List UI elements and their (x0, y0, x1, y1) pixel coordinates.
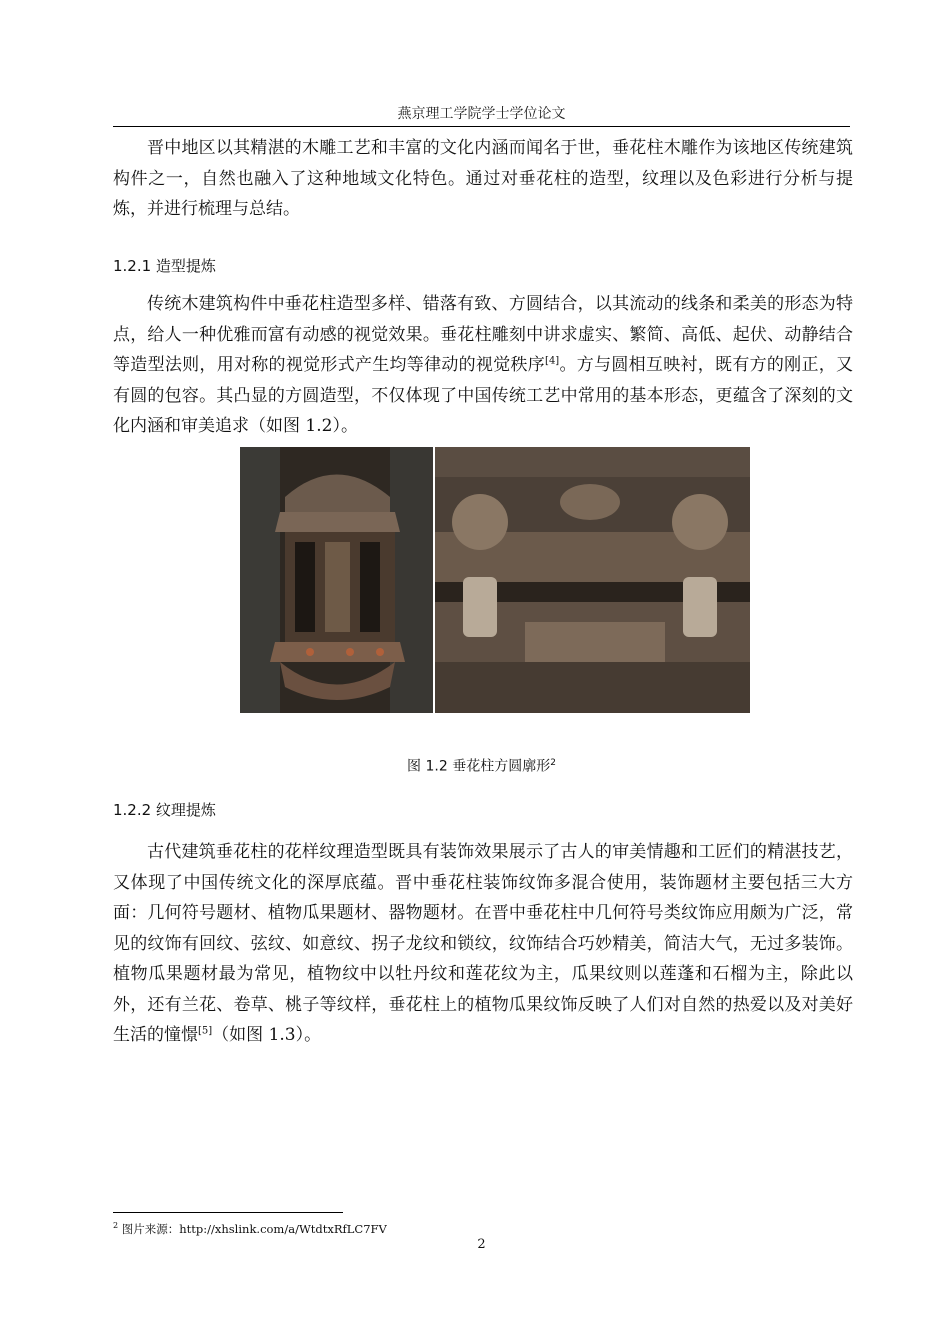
section-heading-texture: 1.2.2 纹理提炼 (113, 801, 216, 819)
footnote (113, 1218, 387, 1237)
footnote-mark: 2 (113, 1221, 119, 1230)
caption-footnote-mark[interactable]: 2 (550, 758, 556, 768)
section-heading-shape: 1.2.1 造型提炼 (113, 257, 216, 275)
running-header: 燕京理工学院学士学位论文 (397, 106, 566, 122)
figure-caption: 图 1.2 垂花柱方圆廓形$^2$ (407, 758, 556, 775)
shape-text-1: 传统木建筑构件中垂花柱造型多样、错落有致、方圆结合，以其流动的线条和柔美的形态为特点，给人一种优雅而富有动感的视觉效果。垂花柱雕刻中讲求虚实、繁简、高低、起伏、动静结合等造型法则，用对称的视觉形式产生均等律动的视觉秩序 (113, 294, 853, 375)
texture-text-2: （如图 1.3）。 (212, 1025, 322, 1045)
intro-paragraph: 晋中地区以其精湛的木雕工艺和丰富的文化内涵而闻名于世，垂花柱木雕作为该地区传统建筑构件之一，自然也融入了这种地域文化特色。通过对垂花柱的造型，纹理以及色彩进行分析与提炼，并进行梳理与总结。 (113, 138, 853, 219)
texture-paragraph (113, 837, 853, 1051)
hanging-column-photo (240, 447, 433, 713)
shape-paragraph (113, 289, 853, 442)
carved-bracket-photo (435, 447, 750, 713)
figure-1-2 (240, 447, 750, 713)
texture-text-1: 古代建筑垂花柱的花样纹理造型既具有装饰效果展示了古人的审美情趣和工匠们的精湛技艺，又体现了中国传统文化的深厚底蕴。晋中垂花柱装饰纹饰多混合使用，装饰题材主要包括三大方面：几何符号题材、植物瓜果题材、器物题材。在晋中垂花柱中几何符号类纹饰应用颇为广泛，常见的纹饰有回纹、弦纹、如意纹、拐子龙纹和锁纹，纹饰结合巧妙精美，简洁大气，无过多装饰。植物瓜果题材最为常见，植物纹中以牡丹纹和莲花纹为主，瓜果纹则以莲蓬和石榴为主，除此以外，还有兰花、卷草、桃子等纹样，垂花柱上的植物瓜果纹饰反映了人们对自然的热爱以及对美好生活的憧憬 (113, 842, 853, 1045)
citation-ref[interactable]: [4] (545, 355, 560, 367)
header-rule (113, 126, 850, 127)
citation-ref[interactable]: [5] (198, 1025, 213, 1037)
footnote-rule (113, 1212, 343, 1213)
shape-text-2: 。方与圆相互映衬，既有方的刚正，又有圆的包容。其凸显的方圆造型，不仅体现了中国传统工艺中常用的基本形态，更蕴含了深刻的文化内涵和审美追求（如图 1.2）。 (113, 355, 854, 436)
footnote-text: 图片来源：http://xhslink.com/a/WtdtxRfLC7FV (121, 1221, 387, 1236)
page-number: 2 (477, 1237, 486, 1252)
